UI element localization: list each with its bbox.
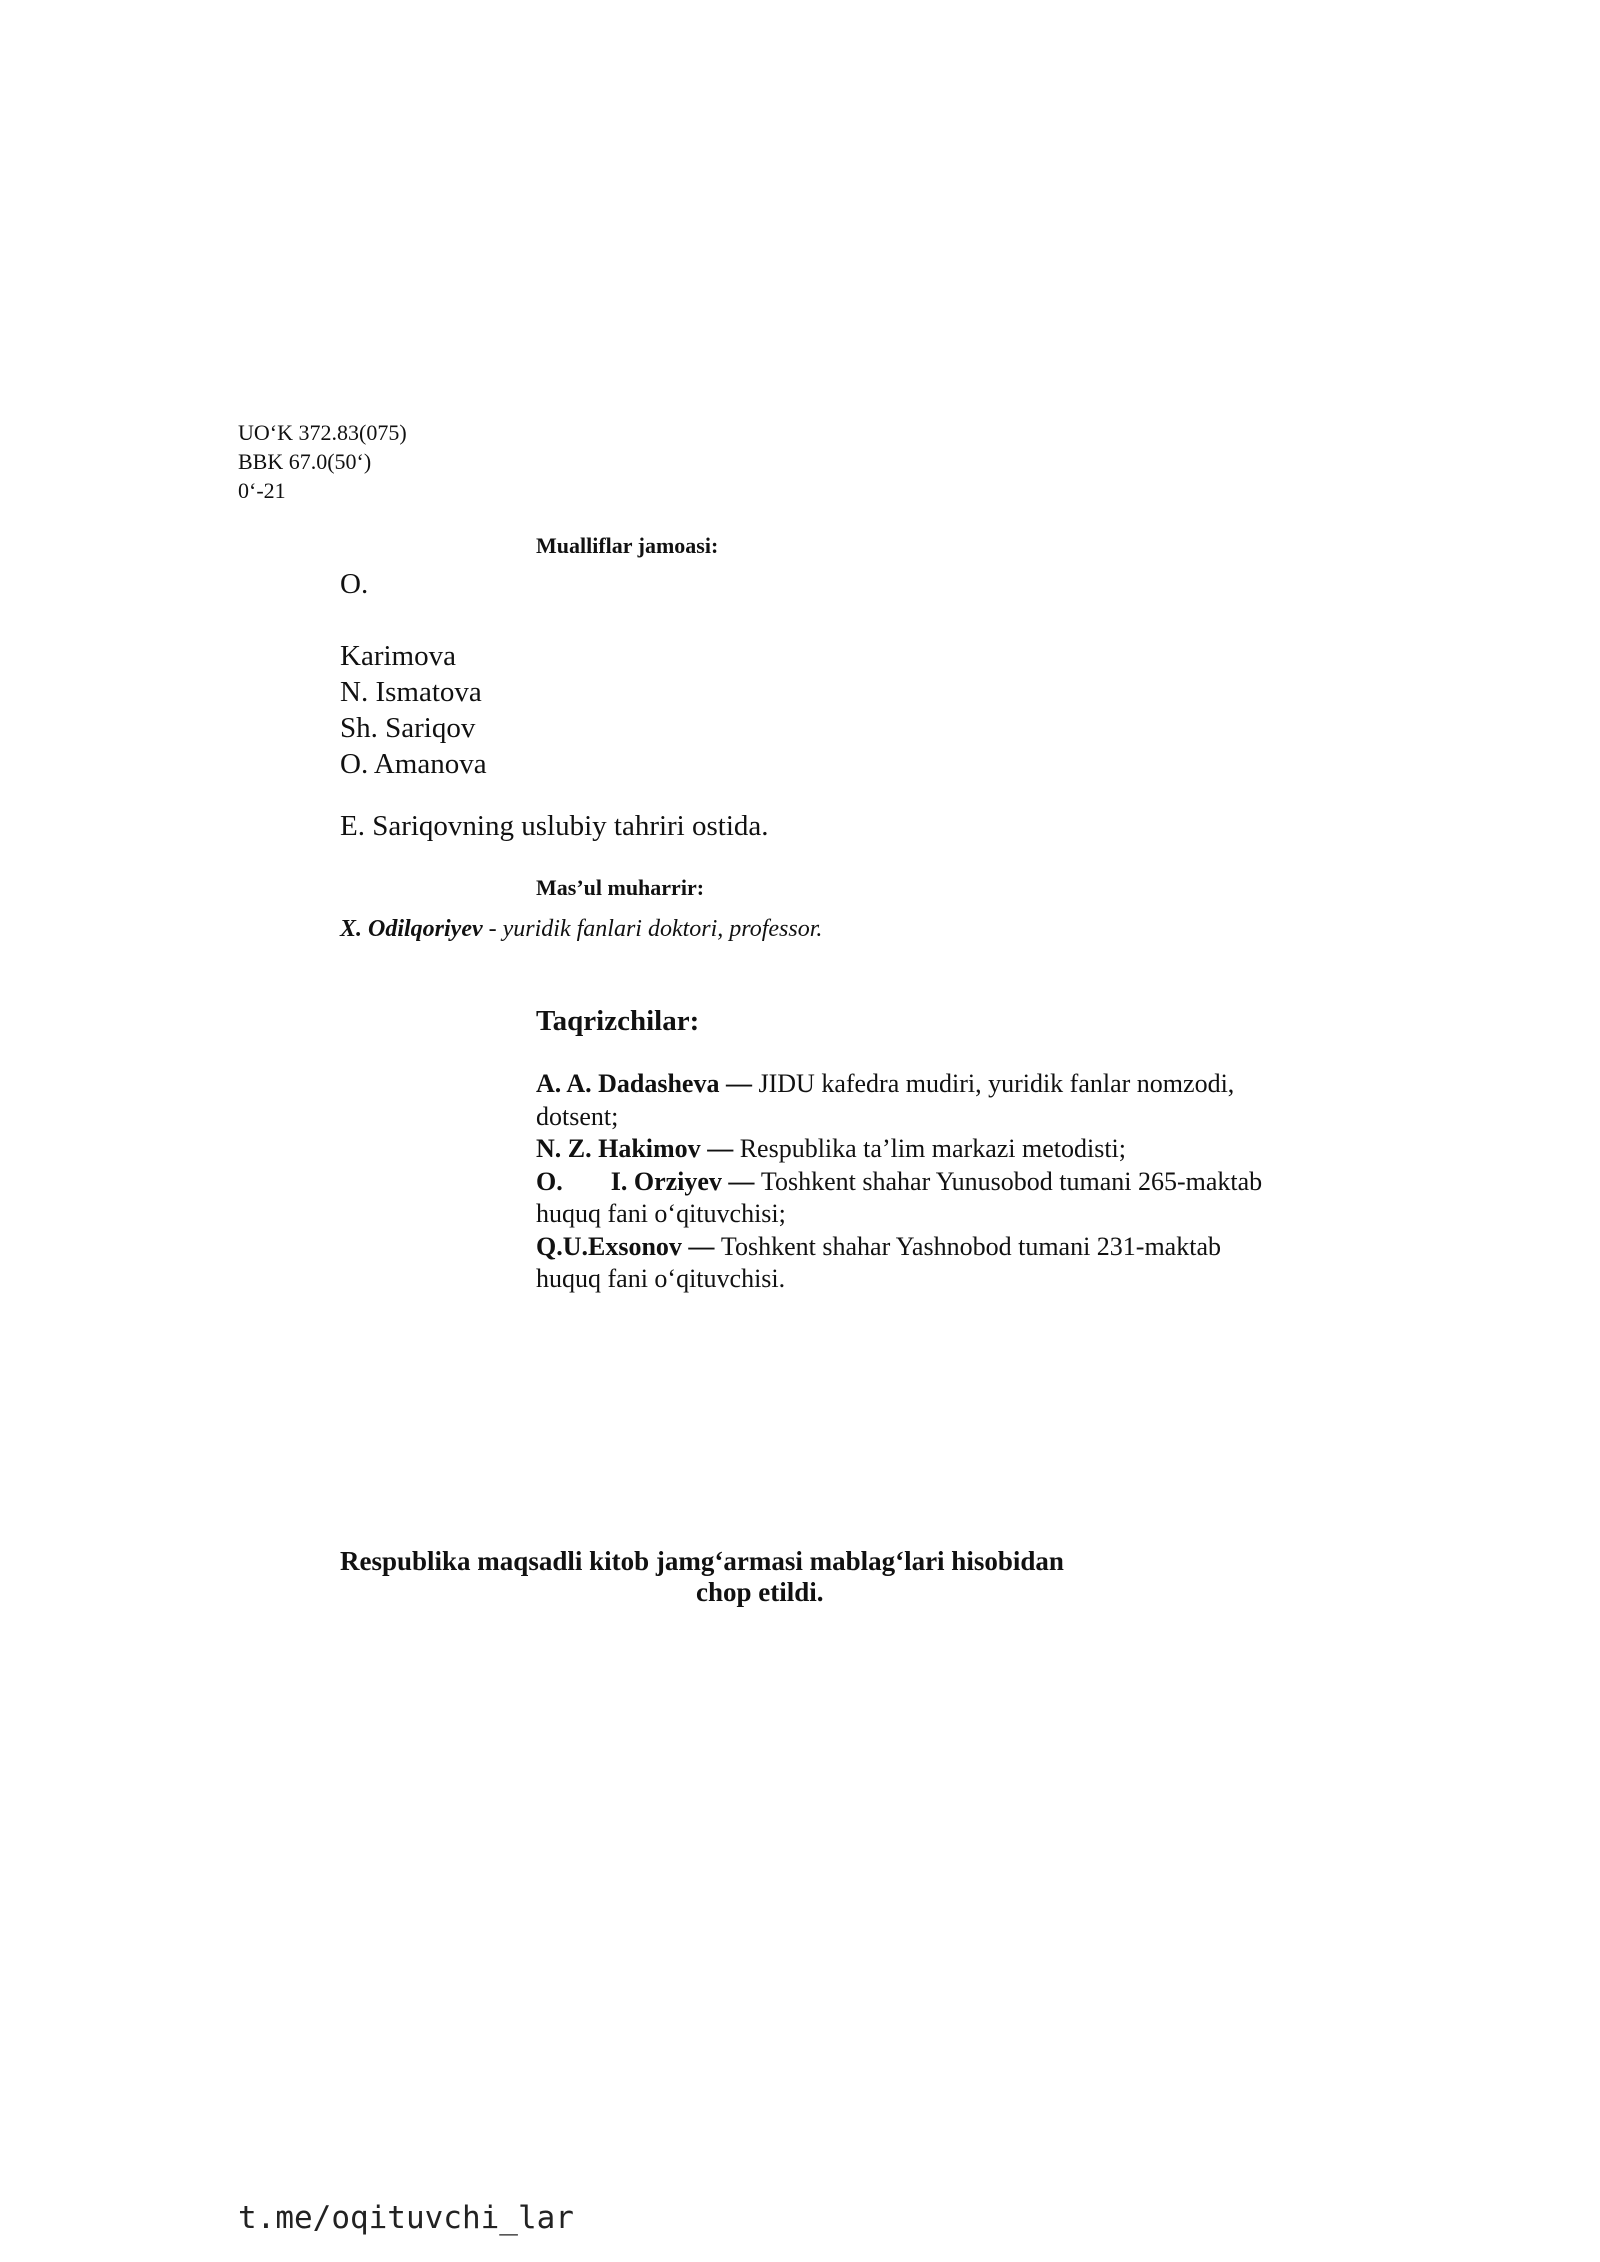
classification-codes [238, 418, 407, 505]
responsible-editor-label: Mas’ul muharrir: [536, 875, 705, 900]
author-name: O. Amanova [340, 748, 487, 780]
reviewer-entry [536, 1166, 1276, 1231]
funding-line-2: chop etildi. [696, 1577, 824, 1607]
reviewer-description: Toshkent shahar Yunusobod tumani 265-maktab huquq fani o‘qituvchisi; [536, 1166, 1263, 1228]
reviewer-initial: O. [536, 1166, 563, 1196]
bbk-code: BBK 67.0(50‘) [238, 449, 372, 474]
reviewer-name: Q.U.Exsonov [536, 1231, 682, 1261]
reviewer-description: Toshkent shahar Yashnobod tumani 231-maktab huquq fani o‘qituvchisi. [536, 1231, 1221, 1293]
author-mark: 0‘-21 [238, 478, 286, 503]
author-name: O. [340, 568, 369, 600]
editor-description: - yuridik fanlari doktori, professor. [482, 916, 823, 942]
reviewer-dash: — [721, 1166, 761, 1196]
authors-label: Mualliflar jamoasi: [536, 533, 719, 558]
udc-code: UO‘K 372.83(075) [238, 420, 407, 445]
reviewers-title: Taqrizchilar: [536, 1005, 700, 1037]
responsible-editor [340, 916, 822, 943]
reviewer-description: JIDU kafedra mudiri, yuridik fanlar nomzodi, dotsent; [536, 1069, 1235, 1131]
editor-name: X. Odilqoriyev [340, 916, 483, 942]
telegram-link[interactable]: t.me/oqituvchi_lar [238, 2200, 574, 2236]
reviewer-name: A. A. Dadasheva [536, 1069, 720, 1098]
editorial-note: E. Sariqovning uslubiy tahriri ostida. [340, 810, 769, 842]
reviewer-entry [536, 1133, 1276, 1166]
reviewer-dash: — [681, 1231, 721, 1261]
reviewer-dash: — [719, 1069, 759, 1098]
reviewer-name: N. Z. Hakimov [536, 1134, 701, 1163]
author-name: Sh. Sariqov [340, 712, 476, 744]
reviewer-entry [536, 1068, 1276, 1133]
author-name: Karimova [340, 640, 456, 672]
author-name: N. Ismatova [340, 676, 482, 708]
reviewer-description: Respublika ta’lim markazi metodisti; [739, 1134, 1126, 1163]
reviewer-entry [536, 1231, 1276, 1296]
reviewer-name: I. Orziyev [610, 1166, 722, 1196]
authors-list [340, 566, 487, 782]
reviewers-list [536, 1068, 1276, 1296]
funding-note [340, 1546, 1200, 1608]
funding-line-1: Respublika maqsadli kitob jamg‘armasi mablag‘lari hisobidan [340, 1546, 1064, 1576]
reviewer-dash: — [700, 1134, 740, 1163]
